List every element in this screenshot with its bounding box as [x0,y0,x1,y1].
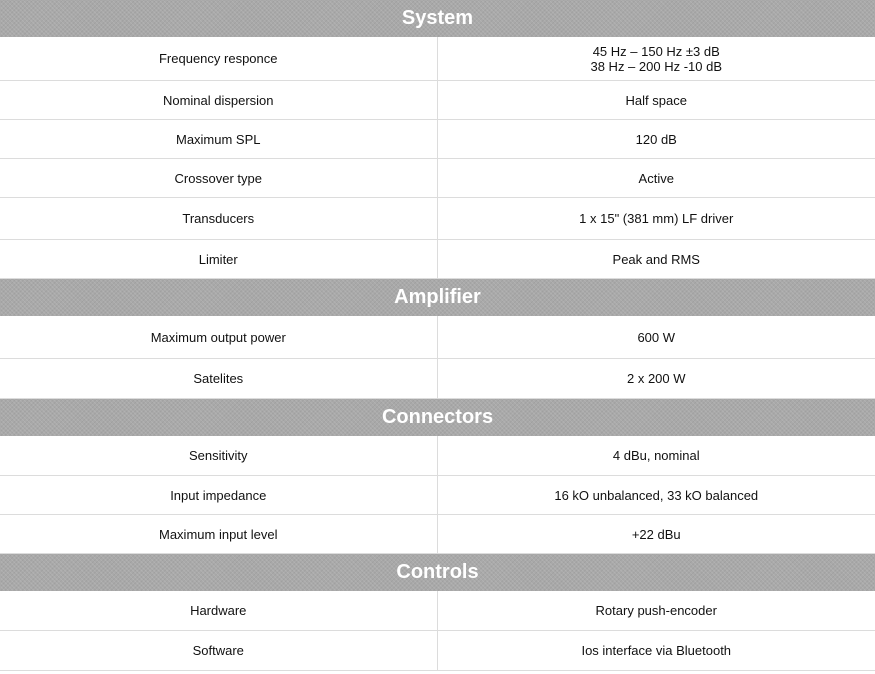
section-header-system: System [0,0,875,37]
row-label: Satelites [0,359,438,398]
row-label: Maximum output power [0,316,438,358]
row-label: Sensitivity [0,436,438,475]
row-value: Half space [625,92,687,108]
section-header-controls: Controls [0,554,875,591]
row-label: Transducers [0,198,438,239]
table-row-maximum-spl [0,120,875,159]
row-value: +22 dBu [631,526,681,542]
row-label: Frequency responce [0,37,438,80]
row-value: Rotary push-encoder [595,603,717,618]
row-label: Crossover type [0,159,438,197]
row-value: 600 W [637,329,676,345]
row-label: Input impedance [0,476,438,514]
table-row-sensitivity [0,436,875,476]
row-value: Ios interface via Bluetooth [581,643,732,658]
table-row-satelites [0,359,875,399]
row-value-line: 38 Hz – 200 Hz -10 dB [590,58,723,74]
table-row-crossover-type [0,159,875,198]
row-label: Software [0,631,438,670]
table-row-software [0,631,875,671]
row-value [438,37,875,80]
row-label: Maximum SPL [0,120,438,158]
table-row-hardware [0,591,875,631]
row-value: 16 kO unbalanced, 33 kO balanced [554,487,759,503]
row-value: Peak and RMS [612,251,700,267]
row-label: Hardware [0,591,438,630]
row-value: 2 x 200 W [626,371,686,386]
table-row-frequency-response [0,37,875,81]
section-header-connectors: Connectors [0,399,875,436]
section-header-amplifier: Amplifier [0,279,875,316]
row-label: Nominal dispersion [0,81,438,119]
table-row-transducers [0,198,875,240]
table-row-input-impedance [0,476,875,515]
row-label: Maximum input level [0,515,438,553]
row-label: Limiter [0,240,438,278]
table-row-limiter [0,240,875,279]
row-value: 1 x 15" (381 mm) LF driver [579,211,734,226]
row-value: Active [638,170,674,186]
table-row-maximum-input-level [0,515,875,554]
row-value: 4 dBu, nominal [612,448,700,463]
table-row-maximum-output-power [0,316,875,359]
table-row-nominal-dispersion [0,81,875,120]
row-value-line: 45 Hz – 150 Hz ±3 dB [592,43,720,59]
row-value: 120 dB [635,131,677,147]
